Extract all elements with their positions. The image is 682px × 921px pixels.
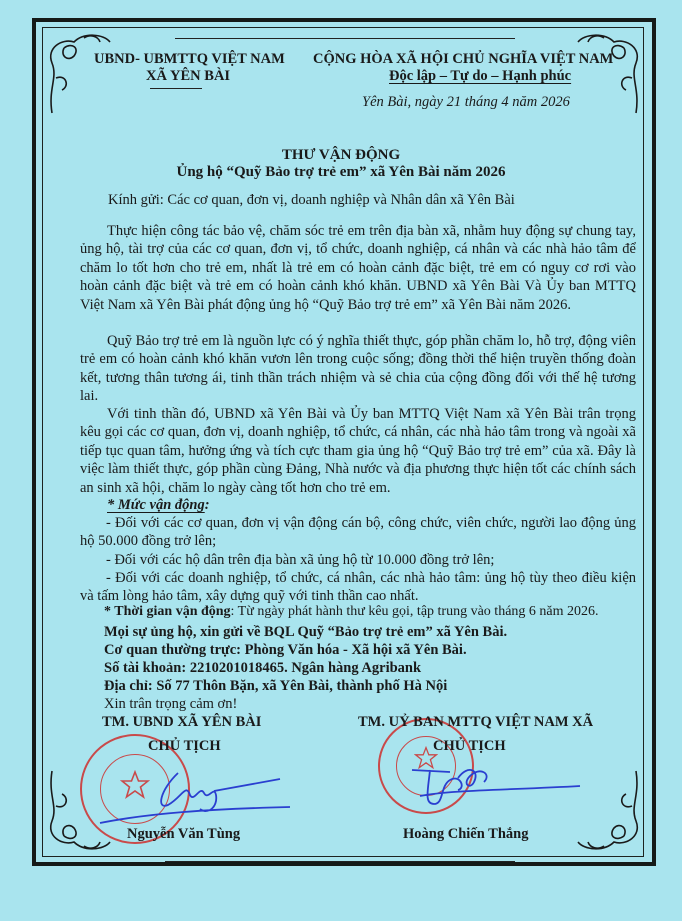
address: Địa chỉ: Số 77 Thôn Bặn, xã Yên Bài, thành phố Hà Nội bbox=[104, 678, 448, 694]
contribution-item-staff bbox=[80, 514, 636, 551]
right-signatory-name: Hoàng Chiến Thắng bbox=[403, 826, 529, 842]
timeframe-label: * Thời gian vận động bbox=[104, 604, 231, 619]
contribution-heading-label: * Mức vận động bbox=[107, 497, 205, 513]
paragraph-appeal bbox=[80, 405, 636, 497]
closing-thanks: Xin trân trọng cảm ơn! bbox=[104, 696, 238, 712]
contribution-item-households bbox=[80, 551, 636, 569]
issuer-name: UBND- UBMTTQ VIỆT NAM bbox=[94, 51, 285, 67]
top-rule bbox=[175, 38, 515, 39]
contribution-item-text: - Đối với các hộ dân trên địa bàn xã ủng hộ từ 10.000 đồng trở lên; bbox=[106, 552, 495, 568]
left-signatory-org: TM. UBND XÃ YÊN BÀI bbox=[102, 714, 262, 730]
bottom-rule bbox=[165, 861, 515, 862]
document-subtitle: Ủng hộ “Quỹ Bảo trợ trẻ em” xã Yên Bài năm 2026 bbox=[176, 164, 506, 180]
contribution-item-businesses bbox=[80, 569, 636, 606]
timeframe-text: : Từ ngày phát hành thư kêu gọi, tập trung vào tháng 6 năm 2026. bbox=[230, 604, 599, 619]
campaign-timeframe bbox=[104, 604, 599, 620]
paragraph-intro bbox=[80, 222, 636, 314]
left-signatory-name: Nguyễn Văn Tùng bbox=[127, 826, 241, 842]
document-title: THƯ VẬN ĐỘNG bbox=[281, 147, 401, 163]
paragraph-purpose bbox=[80, 332, 636, 406]
paragraph-intro-text: Thực hiện công tác bảo vệ, chăm sóc trẻ em trên địa bàn xã, nhằm huy động sự chung tay, ủng hộ, tài trợ của các cơ quan, đơn vị, tổ chức, doanh nghiệp, cá nhân và các nhà hảo tâm để chăm lo tốt hơn cho trẻ em, nhất là trẻ em có hoàn cảnh đặc biệt, trẻ em có nguy cơ rơi vào hoàn cảnh đặc biệt và trẻ em có hoàn cảnh khó khăn. UBND xã Yên Bài Và Ủy ban MTTQ Việt Nam xã Yên Bài phát động ủng hộ “Quỹ Bảo trợ trẻ em” xã Yên Bài năm 2026. bbox=[80, 223, 636, 313]
national-motto: Độc lập – Tự do – Hạnh phúc bbox=[389, 68, 572, 84]
right-signatory-org: TM. UỶ BAN MTTQ VIỆT NAM XÃ bbox=[358, 714, 594, 730]
corner-ornament-icon bbox=[574, 28, 644, 118]
right-signatory-position: CHỦ TỊCH bbox=[433, 738, 506, 754]
bank-account: Số tài khoản: 2210201018465. Ngân hàng Agribank bbox=[104, 660, 422, 676]
contribution-heading-colon: : bbox=[204, 497, 210, 513]
paragraph-purpose-text: Quỹ Bảo trợ trẻ em là nguồn lực có ý nghĩa thiết thực, góp phần chăm lo, hỗ trợ, động viên trẻ em có hoàn cảnh khó khăn vươn lên trong cuộc sống; đồng thời thể hiện truyền thống đoàn kết, tương thân tương ái, tinh thần trách nhiệm và sẻ chia của cộng đồng đối với thế hệ tương lai. bbox=[80, 333, 636, 405]
left-signature-icon bbox=[90, 765, 290, 835]
issuer-underline bbox=[150, 88, 202, 89]
left-signatory-position: CHỦ TỊCH bbox=[148, 738, 221, 754]
contribution-item-text: - Đối với các cơ quan, đơn vị vận động cán bộ, công chức, viên chức, người lao động ủng hộ 50.000 đồng trở lên; bbox=[80, 515, 636, 550]
corner-ornament-icon bbox=[44, 28, 114, 118]
contribution-heading bbox=[107, 496, 210, 514]
right-signature-icon bbox=[410, 760, 590, 810]
place-date: Yên Bài, ngày 21 tháng 4 năm 2026 bbox=[362, 94, 570, 110]
issuer-commune: XÃ YÊN BÀI bbox=[146, 68, 231, 84]
donation-destination: Mọi sự ủng hộ, xin gửi về BQL Quỹ “Bảo trợ trẻ em” xã Yên Bài. bbox=[104, 624, 508, 640]
salutation: Kính gửi: Các cơ quan, đơn vị, doanh nghiệp và Nhân dân xã Yên Bài bbox=[108, 192, 515, 208]
standing-agency: Cơ quan thường trực: Phòng Văn hóa - Xã hội xã Yên Bài. bbox=[104, 642, 467, 658]
contribution-item-text: - Đối với các doanh nghiệp, tổ chức, cá nhân, các nhà hảo tâm: ủng hộ tùy theo điều kiện và tấm lòng hảo tâm, xây dựng quỹ với tinh thần cao nhất. bbox=[80, 570, 636, 605]
national-title: CỘNG HÒA XÃ HỘI CHỦ NGHĨA VIỆT NAM bbox=[313, 51, 614, 67]
paragraph-appeal-text: Với tinh thần đó, UBND xã Yên Bài và Ủy ban MTTQ Việt Nam xã Yên Bài trân trọng kêu gọi các cơ quan, đơn vị, doanh nghiệp, tổ chức, cá nhân, các nhà hảo tâm trong và ngoài xã tiếp tục quan tâm, hưởng ứng và tích cực tham gia ủng hộ “Quỹ Bảo trợ trẻ em” của xã. Đây là việc làm thiết thực, góp phần cùng Đảng, Nhà nước và địa phương thực hiện tốt các chính sách an sinh xã hội, chăm lo ngày càng tốt hơn cho trẻ em. bbox=[80, 406, 636, 496]
